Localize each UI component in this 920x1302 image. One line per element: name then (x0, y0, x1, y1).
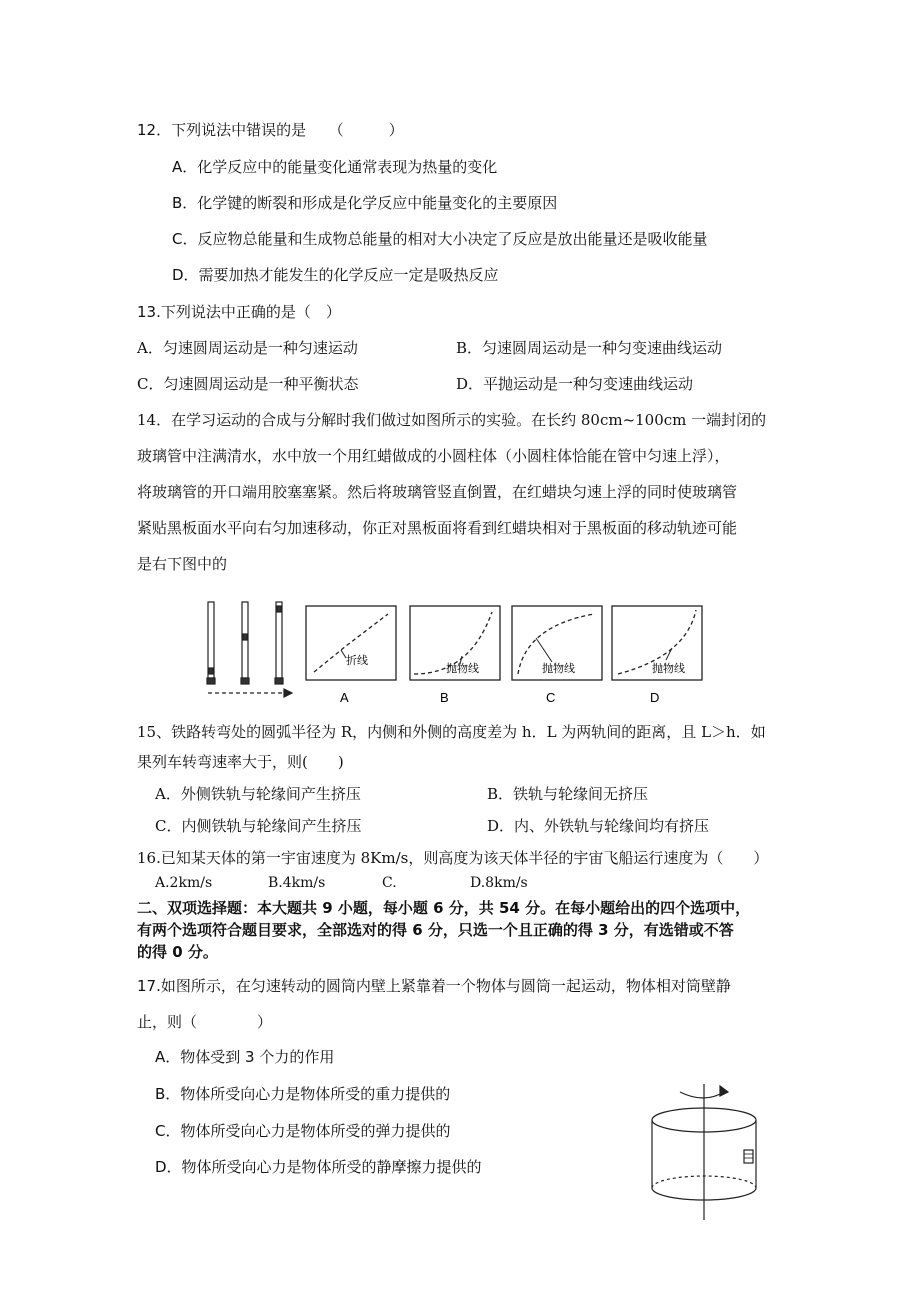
q14-line-5: 是右下图中的 (137, 555, 228, 573)
section2-line-3: 的得 0 分。 (137, 943, 218, 961)
panel-d-letter: D (650, 690, 660, 705)
q12-option-d: D．需要加热才能发生的化学反应一定是吸热反应 (172, 266, 499, 284)
panel-a-letter: A (340, 690, 349, 705)
panel-c-curve-label: 抛物线 (542, 662, 575, 675)
panel-b-curve-label: 抛物线 (446, 662, 479, 675)
q16-option-a: A.2km/s (155, 875, 213, 891)
q14-trajectory-figure (200, 598, 710, 710)
q17-line-2: 止，则（ ） (137, 1013, 273, 1031)
q15-option-a: A．外侧铁轨与轮缘间产生挤压 (155, 785, 361, 803)
q12-option-b: B．化学键的断裂和形成是化学反应中能量变化的主要原因 (172, 194, 558, 212)
q15-line-1: 15、铁路转弯处的圆弧半径为 R，内侧和外侧的高度差为 h．L 为两轨间的距离，且 L＞h．如 (137, 723, 766, 741)
q16-option-d: D.8km/s (470, 875, 528, 891)
q16-stem: 16.已知某天体的第一宇宙速度为 8Km/s，则高度为该天体半径的宇宙飞船运行速度为（ ） (137, 849, 769, 867)
q14-line-1: 14．在学习运动的合成与分解时我们做过如图所示的实验。在长约 80cm~100cm 一端封闭的 (137, 411, 767, 429)
panel-a-graph (306, 606, 396, 680)
q13-stem: 13.下列说法中正确的是（ ） (137, 303, 341, 321)
q15-option-d: D．内、外铁轨与轮缘间均有挤压 (487, 817, 710, 835)
q14-line-2: 玻璃管中注满清水，水中放一个用红蜡做成的小圆柱体（小圆柱体恰能在管中匀速上浮）， (137, 447, 730, 465)
q16-option-c: C. (382, 875, 397, 891)
panel-a-curve-label: 折线 (346, 654, 368, 667)
panel-d-curve-label: 抛物线 (652, 662, 685, 675)
q13-option-a: A．匀速圆周运动是一种匀速运动 (137, 339, 358, 357)
q12-option-c: C．反应物总能量和生成物总能量的相对大小决定了反应是放出能量还是吸收能量 (172, 230, 708, 248)
q14-line-3: 将玻璃管的开口端用胶塞塞紧。然后将玻璃管竖直倒置，在红蜡块匀速上浮的同时使玻璃管 (137, 483, 738, 501)
q12-stem: 12．下列说法中错误的是 （ ） (137, 121, 404, 139)
q17-option-b: B．物体所受向心力是物体所受的重力提供的 (155, 1085, 451, 1103)
motion-arrow (208, 689, 292, 697)
object-block (744, 1150, 753, 1163)
panel-b-letter: B (440, 690, 449, 705)
q13-option-b: B．匀速圆周运动是一种匀变速曲线运动 (456, 339, 723, 357)
q17-option-a: A．物体受到 3 个力的作用 (155, 1048, 335, 1066)
q17-option-c: C．物体所受向心力是物体所受的弹力提供的 (155, 1122, 451, 1140)
section2-line-2: 有两个选项符合题目要求，全部选对的得 6 分，只选一个且正确的得 3 分，有选错或不答 (137, 921, 734, 939)
rotating-cylinder-figure (640, 1080, 770, 1225)
panel-c-letter: C (546, 690, 556, 705)
q13-option-d: D．平抛运动是一种匀变速曲线运动 (456, 375, 694, 393)
q13-option-c: C．匀速圆周运动是一种平衡状态 (137, 375, 359, 393)
q15-line-2: 果列车转弯速率大于，则( ) (137, 753, 344, 771)
q17-option-d: D．物体所受向心力是物体所受的静摩擦力提供的 (155, 1158, 482, 1176)
q12-option-a: A．化学反应中的能量变化通常表现为热量的变化 (172, 158, 498, 176)
q16-option-b: B.4km/s (268, 875, 326, 891)
rotation-arrow-icon (680, 1092, 724, 1098)
q15-option-b: B．铁轨与轮缘间无挤压 (487, 785, 649, 803)
glass-tubes-diagram (207, 602, 283, 684)
q14-line-4: 紧贴黑板面水平向右匀加速移动，你正对黑板面将看到红蜡块相对于黑板面的移动轨迹可能 (137, 519, 738, 537)
q15-option-c: C．内侧铁轨与轮缘间产生挤压 (155, 817, 362, 835)
q17-line-1: 17.如图所示，在匀速转动的圆筒内壁上紧靠着一个物体与圆筒一起运动，物体相对筒壁静 (137, 977, 731, 995)
section2-line-1: 二、双项选择题：本大题共 9 小题，每小题 6 分，共 54 分。在每小题给出的四个选项中， (137, 899, 751, 917)
